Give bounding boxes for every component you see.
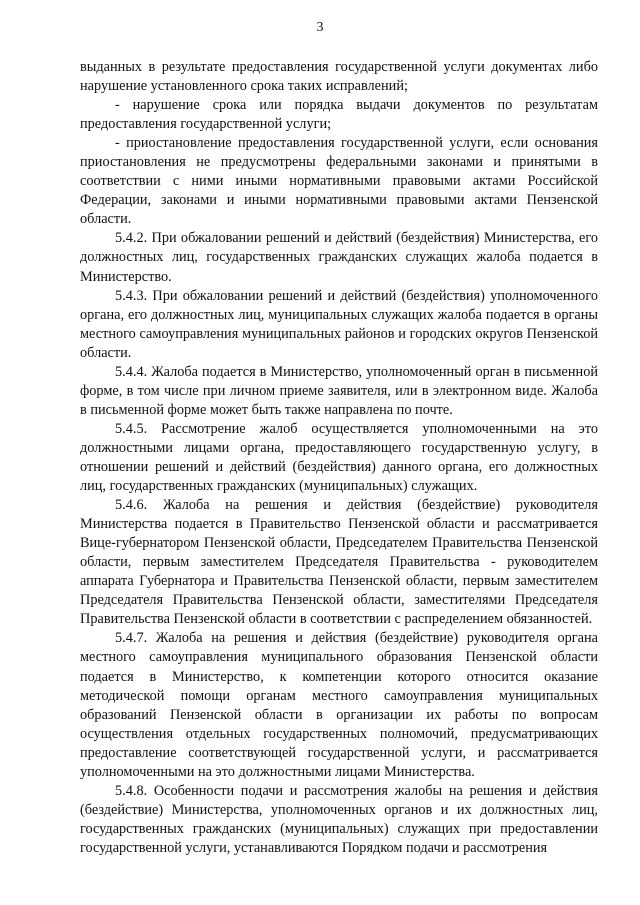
paragraph-5-4-8: 5.4.8. Особенности подачи и рассмотрения жалобы на решения и действия (бездействие) Министерства, уполномоченных органов и их должностных лиц, государственных гражданских (муниципальных) служащих при предоставлении государственной услуги, устанавливаются Порядком подачи и рассмотрения [80, 782, 598, 856]
paragraph-continuation: выданных в результате предоставления государственной услуги документах либо нарушение установленного срока таких исправлений; [80, 59, 598, 95]
paragraph-5-4-3: 5.4.3. При обжаловании решений и действий (бездействия) уполномоченного органа, его должностных лиц, муниципальных служащих жалоба подается в органы местного самоуправления муниципальных районов и городских округов Пензенской области. [80, 287, 598, 361]
paragraph-5-4-7: 5.4.7. Жалоба на решения и действия (бездействие) руководителя органа местного самоуправления муниципального образования Пензенской области подается в Министерство, к компетенции которого относится оказание методической помощи органам местного самоуправления муниципальных образований Пензенской области в организации их работы по вопросам осуществления отдельных государственных полномочий, предусматривающих предоставление соответствующей государственной услуги, и рассматривается уполномоченными на это должностными лицами Министерства. [80, 630, 598, 780]
page-number: 3 [316, 20, 324, 35]
paragraph-list-item-suspension: - приостановление предоставления государственной услуги, если основания приостановления не предусмотрены федеральными законами и принятыми в соответствии с ними иными нормативными правовыми актами Российской Федерации, законами и иными нормативными правовыми актами Пензенской области. [80, 135, 598, 228]
paragraph-5-4-2: 5.4.2. При обжаловании решений и действий (бездействия) Министерства, его должностных лиц, государственных гражданских служащих жалоба подается в Министерство. [80, 230, 598, 285]
paragraph-5-4-4: 5.4.4. Жалоба подается в Министерство, уполномоченный орган в письменной форме, в том числе при личном приеме заявителя, или в электронном виде. Жалоба в письменной форме может быть также направлена по почте. [80, 363, 598, 418]
document-body [80, 58, 598, 858]
paragraph-5-4-6: 5.4.6. Жалоба на решения и действия (бездействие) руководителя Министерства подается в Правительство Пензенской области и рассматривается Вице-губернатором Пензенской области, Председателем Правительства Пензенской области, первым заместителем Председателя Правительства - руководителем аппарата Губернатора и Правительства Пензенской области, первым заместителем Председателя Правительства Пензенской области, заместителями Председателя Правительства Пензенской области в соответствии с распределением обязанностей. [80, 497, 598, 628]
paragraph-list-item-deadline: - нарушение срока или порядка выдачи документов по результатам предоставления государственной услуги; [80, 97, 598, 133]
paragraph-5-4-5: 5.4.5. Рассмотрение жалоб осуществляется уполномоченными на это должностными лицами органа, предоставляющего государственную услугу, в отношении решений и действий (бездействия) данного органа, его должностных лиц, государственных гражданских (муниципальных) служащих. [80, 420, 598, 495]
